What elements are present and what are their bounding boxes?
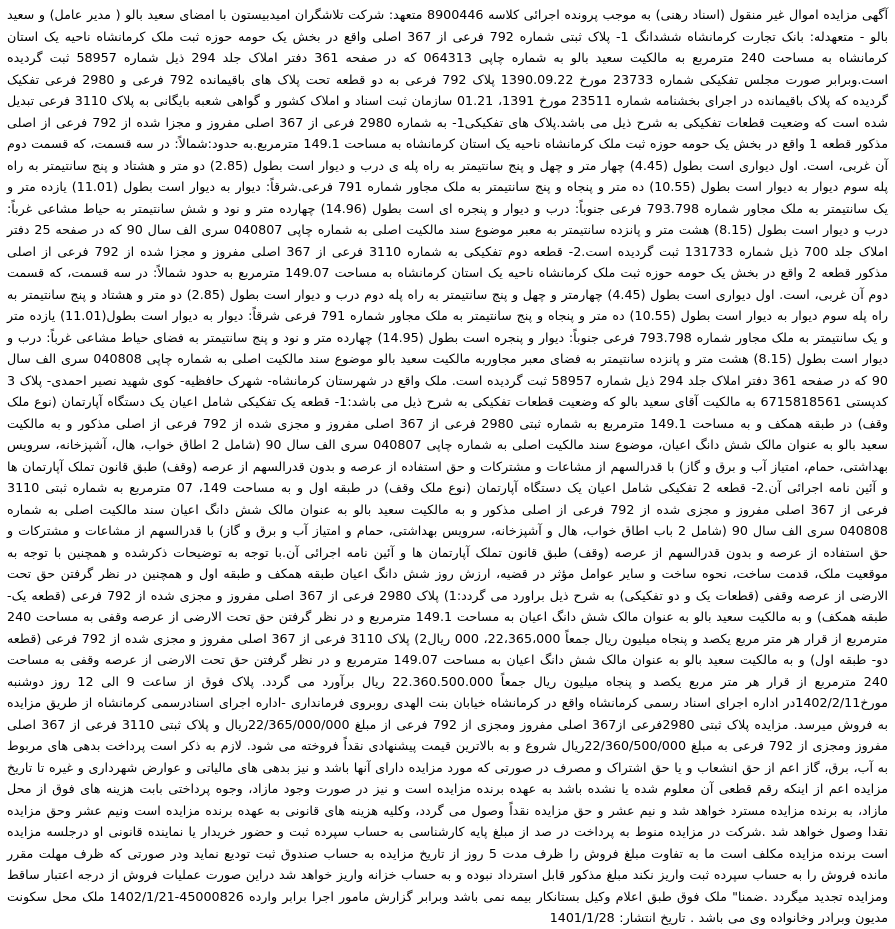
auction-notice (7, 0, 888, 929)
notice-body-text: آگهی مزایده اموال غیر منقول (اسناد رهنی) به موجب پرونده اجرائی کلاسه 8900446 متعهد: شرکت تلاشگران امیدبیستون با امضای سعید بالو ( مدیر عامل) و سعید بالو - متعهدله: بانک تجارت کرمانشاه ششدانگ 1- پلاک ثبتی شماره 792 فرعی از 367 اصلی واقع در بخش یک حومه حوزه ثبت ملک کرمانشاه ناحیه یک استان کرمانشاه به مساحت 240 مترمربع به مالکیت سعید بالو به شماره چاپی 064313 که در صفحه 361 دفتر املاک جلد 294 ذیل شماره 58957 ثبت گردیده است.وبرابر صورت مجلس تفکیکی شماره 23733 مورخ 1390.09.22 پلاک 792 فرعی به دو قطعه تحت پلاک های باقیمانده 792 فرعی و 2980 فرعی تفکیک گردیده که پلاک باقیمانده در اجرای بخشنامه شماره 23511 مورخ 1391، 01.21 سازمان ثبت اسناد و املاک کشور و گواهی شعبه بایگانی به پلاک 3110 فرعی تبدیل شده است که وضعیت قطعات تفکیکی به شرح ذیل می باشد.پلاک های تفکیکی1- به شماره 2980 فرعی از 367 اصلی مفروز و مجزا شده از 792 فرعی از اصلی مذکور قطعه 1 واقع در بخش یک حومه حوزه ثبت ملک کرمانشاه ناحیه یک استان کرمانشاه به مساحت 149.1 مترمربع.به حدود:شمالاً: در سه قسمت، که قسمت دوم آن غربی، است. اول دیواری است بطول (4.45) چهار متر و چهل و پنج سانتیمتر به راه پله ی درب و دیوار است بطول (2.85) دو متر و هشتاد و پنج سانتیمتر به راه پله سوم دیوار به دیوار است بطول (10.55) ده متر و پنجاه و پنج سانتیمتر به ملک مجاور شماره 791 فرعی.شرقاً: دیوار به دیوار است بطول (11.01) یازده متر و یک سانتیمتر به ملک مجاور شماره 793.798 فرعی جنوباً: درب و دیوار و پنجره ای است بطول (14.96) چهارده متر و نود و شش سانتیمتر به حیاط مشاعی غرباً: درب و دیوار است بطول (8.15) هشت متر و پانزده سانتیمتر به معبر موضوع سند مالکیت اصلی به شماره چاپی 040807 سری الف سال 90 که در صفحه 25 دفتر املاک جلد 700 ذیل شماره 131733 ثبت گردیده است.2- قطعه دوم تفکیکی به شماره 3110 فرعی از 367 اصلی مفروز و مجزا شده از 792 فرعی از اصلی مذکور قطعه 2 واقع در بخش یک حومه حوزه ثبت ملک کرمانشاه ناحیه یک استان کرمانشاه به مساحت 149.07 مترمربع به حدود شمالاً: در سه قسمت، که قسمت دوم آن غربی، است. اول دیواری است بطول (4.45) چهارمتر و چهل و پنج سانتیمتر به راه پله دوم درب و دیوار است بطول (2.85) دو متر و هشتاد و پنج سانتیمتر به راه پله سوم دیوار به دیوار است بطول (10.55) ده متر و پنجاه و پنج سانتیمتر به ملک مجاور شماره 791 فرعی شرقاً: دیوار به دیوار است بطول(11.01) یازده متر و یک سانتیمتر به ملک مجاور شماره 793.798 فرعی جنوباً: دیوار و پنجره است بطول (14.95) چهارده متر و نود و پنج سانتیمتر به فضای حیاط مشاعی غرباً: درب و دیوار است بطول (8.15) هشت متر و پانزده سانتیمتر به فضای معبر مجاوربه مالکیت سعید بالو موضوع سند مالکیت اصلی به شماره چاپی 040808 سری الف سال 90 که در صفحه 361 دفتر املاک جلد 294 ذیل شماره 58957 ثبت گردیده است. ملک واقع در شهرستان کرمانشاه- شهرک حافظیه- کوی شهید نصیر احمدی- پلاک 3 کدپستی 6715818561 به مالکیت آقای سعید بالو که وضعیت قطعات تفکیکی به شرح ذیل می باشد:1- قطعه یک تفکیکی شامل اعیان یک دستگاه آپارتمان (نوع ملک وقف) در طبقه همکف و به مساحت 149.1 مترمربع به شماره ثبتی 2980 فرعی از 367 اصلی مفروز و مجزی شده از 792 فرعی از اصلی مذکور و به مالکیت سعید بالو به عنوان مالک شش دانگ اعیان، موضوع سند مالکیت اصلی به شماره چاپی 040807 سری الف سال 90 (شامل 2 اطاق خواب، هال، آشپزخانه، سرویس بهداشتی، حمام، امتیاز آب و برق و گاز) با قدرالسهم از مشاعات و مشترکات و حق استفاده از عرصه و بدون قدرالسهم از عرصه (وقف) طبق قانون تملک آپارتمان ها و آئین نامه اجرائی آن.2- قطعه 2 تفکیکی شامل اعیان یک دستگاه آپارتمان (نوع ملک وقف) در طبقه اول و به مساحت 149، 07 مترمربع به شماره ثبتی 3110 فرعی از 367 اصلی مفروز و مجزی شده از 792 فرعی از اصلی مذکور و به مالکیت سعید بالو به عنوان مالک شش دانگ اعیان سند مالکیت اصلی به شماره 040808 سری الف سال 90 (شامل 2 باب اطاق خواب، هال و آشپزخانه، سرویس بهداشتی، حمام و امتیاز آب و برق و گاز) با قدرالسهم از مشاعات و مشترکات و حق استفاده از عرصه و بدون قدرالسهم از عرصه (وقف) طبق قانون تملک آپارتمان ها و آئین نامه اجرائی آن.با توجه به توضیحات ذکرشده و همچنین با توجه به موقعیت ملک، قدمت ساخت، نحوه ساخت و سایر عوامل مؤثر در قضیه، ارزش روز شش دانگ اعیان طبقه همکف و طبقه اول و همچنین در نظر گرفتن حق تحت الارضی از عرصه وقفی (قطعات یک و دو تفکیکی) به شرح ذیل براورد می گردد:1) پلاک 2980 فرعی از 367 اصلی مفروز و مجزی شده از 792 فرعی (قطعه یک- طبقه همکف) و به مالکیت سعید بالو به عنوان مالک شش دانگ اعیان به مساحت 149.1 مترمربع و در نظر گرفتن حق تحت الارضی از عرصه وقفی به مساحت 240 مترمربع از قرار هر متر مربع یکصد و پنجاه میلیون ریال جمعاً 22،365،000، 000 ریال2) پلاک 3110 فرعی از 367 اصلی مفروز و مجزی شده از 792 فرعی (قطعه دو- طبقه اول) و به مالکیت سعید بالو به عنوان مالک شش دانگ اعیان به مساحت 149.07 مترمربع و در نظر گرفتن حق تحت الارضی از عرصه وقفی به مساحت 240 مترمربع از قرار هر متر مربع یکصد و پنجاه میلیون ریال جمعاً 22.360.500.000 ریال برآورد می گردد. پلاک فوق از ساعت 9 الی 12 روز دوشنبه مورخ1402/2/11در اداره اجرای اسناد رسمی کرمانشاه واقع در کرمانشاه خیابان بنت الهدی روبروی فرمانداری -اداره اجرای اسنادرسمی کرمانشاه از طریق مزایده به فروش میرسد. مزایده پلاک ثبتی 2980فرعی از367 اصلی مفروز ومجزی از 792 فرعی از مبلغ 22/365/000/000ریال و پلاک ثبتی 3110 فرعی از 367 اصلی مفروز ومجزی از 792 فرعی به مبلغ 22/360/500/000ریال شروع و به بالاترین قیمت پیشنهادی نقداً فروخته می شود. لازم به ذکر است پرداخت بدهی های مربوط به آب، برق، گاز اعم از حق انشعاب و یا حق اشتراک و مصرف در صورتی که مورد مزایده دارای آنها باشد و نیز بدهی های مالیاتی و عوارض شهرداری و غیره تا تاریخ مزایده اعم از اینکه رقم قطعی آن معلوم شده یا نشده باشد به عهده برنده مزایده است و نیز در صورت وجود مازاد، وجوه پرداختی بابت هزینه های فوق از محل مازاد، به برنده مزایده مسترد خواهد شد و نیم عشر و حق مزایده نقداً وصول می گردد، وکلیه هزینه های قانونی به عهده برنده مزایده است ونیم عشر وحق مزایده نقدا وصول خواهد شد .شرکت در مزایده منوط به پرداخت در صد از مبلغ پایه کارشناسی به حساب سپرده ثبت و حضور خریدار یا نماینده قانونی او درجلسه مزایده است برنده مزایده مکلف است ما به تفاوت مبلغ فروش را ظرف مدت 5 روز از تاریخ مزایده به حساب صندوق ثبت تودیع نماید ودر صورتی که ظرف مهلت مقرر مانده فروش را به حساب سپرده ثبت واریز نکند مبلغ مذکور قابل استرداد نبوده و به حساب خزانه واریز خواهد شد دراین صورت عملیات فروش از درجه اعتبار ساقط ومزایده تجدید میگردد .ضمنا" ملک فوق طبق اعلام وکیل بستانکار بیمه نمی باشد وبرابر گزارش مامور اجرا برابر وارده 45000826-1402/1/21 ملک محل سکونت مدیون وبرادر وخانواده وی می باشد . تاریخ انتشار: 1401/1/28 (7, 7, 889, 925)
